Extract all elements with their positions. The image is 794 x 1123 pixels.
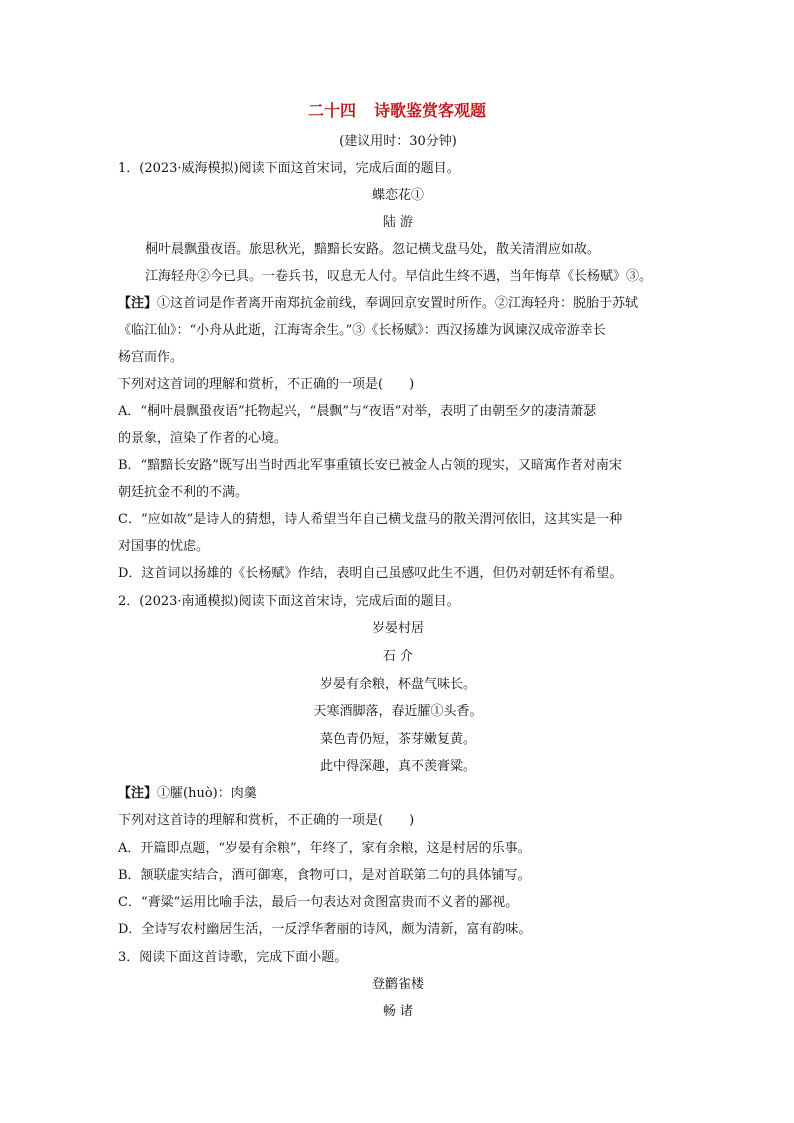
time-hint: (建议用时：30分钟) — [339, 134, 457, 149]
q1-note-head: 【注】 — [118, 296, 158, 311]
q1-note-line2: 《临江仙》：“小舟从此逝，江海寄余生。”③《长杨赋》：西汉扬雄为讽谏汉成帝游幸长 — [118, 323, 606, 338]
q2-note — [118, 785, 678, 803]
q2-author: 石 介 — [382, 649, 414, 664]
q1-stanza2: 江海轻舟②今已具。一卷兵书，叹息无人付。早信此生终不遇，当年悔草《长杨赋》③。 — [145, 269, 653, 284]
q1-note-text1: ①这首词是作者离开南郑抗金前线，奉调回京安置时所作。②江海轻舟：脱胎于苏轼 — [157, 296, 639, 311]
q1-option-a-line1: A．“桐叶晨飘蛩夜语”托物起兴，“晨飘”与“夜语”对举，表明了由朝至夕的凄清萧瑟 — [118, 404, 597, 419]
q1-author: 陆 游 — [382, 215, 414, 230]
q2-poem-line4: 此中得深趣，真不羡膏粱。 — [319, 759, 476, 774]
q2-option-a: A．开篇即点题，“岁晏有余粮”，年终了，家有余粮，这是村居的乐事。 — [118, 841, 531, 856]
q3-author: 畅 诸 — [382, 1004, 414, 1019]
q1-stanza1: 桐叶晨飘蛩夜语。旅思秋光，黯黯长安路。忽记横戈盘马处，散关清渭应如故。 — [145, 242, 601, 257]
title-topic: 诗歌鉴赏客观题 — [374, 101, 487, 120]
q2-option-c: C．“膏粱”运用比喻手法，最后一句表达对贪图富贵而不义者的鄙视。 — [118, 895, 519, 910]
q2-note-head: 【注】 — [118, 786, 158, 801]
q1-option-b-line2: 朝廷抗金不利的不满。 — [118, 485, 249, 500]
q3-poem-title: 登鹳雀楼 — [371, 977, 424, 992]
q2-note-text: ①臛(huò)：肉羹 — [157, 786, 257, 801]
q1-question: 下列对这首词的理解和赏析，不正确的一项是( ) — [118, 377, 415, 392]
q2-option-b: B．颔联虚实结合，酒可御寒，食物可口，是对首联第二句的具体铺写。 — [118, 868, 531, 883]
title-number: 二十四 — [307, 101, 356, 120]
q1-option-c-line1: C．“应如故”是诗人的猜想，诗人希望当年自己横戈盘马的散关渭河依旧，这其实是一种 — [118, 512, 623, 527]
q2-poem-line3: 菜色青仍短，茶芽嫩复黄。 — [319, 732, 476, 747]
q1-prompt: 1．(2023·威海模拟)阅读下面这首宋词，完成后面的题目。 — [118, 161, 460, 176]
q1-option-c-line2: 对国事的忧虑。 — [118, 539, 210, 554]
q2-poem-line2: 天寒酒脚落，春近臛①头香。 — [313, 704, 483, 719]
q1-note-line3: 杨宫而作。 — [118, 350, 184, 365]
q1-option-a-line2: 的景象，渲染了作者的心境。 — [118, 431, 288, 446]
q1-option-b-line1: B．“黯黯长安路”既写出当时西北军事重镇长安已被金人占领的现实，又暗寓作者对南宋 — [118, 458, 622, 473]
q2-option-d: D．全诗写农村幽居生活，一反浮华奢丽的诗风，颇为清新，富有韵味。 — [118, 922, 532, 937]
page-title — [0, 98, 794, 121]
q2-prompt: 2．(2023·南通模拟)阅读下面这首宋诗，完成后面的题目。 — [118, 594, 460, 609]
q1-poem-title: 蝶恋花① — [371, 188, 424, 203]
q3-prompt: 3．阅读下面这首诗歌，完成下面小题。 — [118, 950, 348, 965]
q1-option-d: D．这首词以扬雄的《长杨赋》作结，表明自己虽感叹此生不遇，但仍对朝廷怀有希望。 — [118, 566, 623, 581]
q2-poem-line1: 岁晏有余粮，杯盘气味长。 — [319, 677, 476, 692]
q1-note-line1 — [118, 295, 678, 313]
q2-question: 下列对这首诗的理解和赏析，不正确的一项是( ) — [118, 813, 415, 828]
q2-poem-title: 岁晏村居 — [371, 621, 424, 636]
